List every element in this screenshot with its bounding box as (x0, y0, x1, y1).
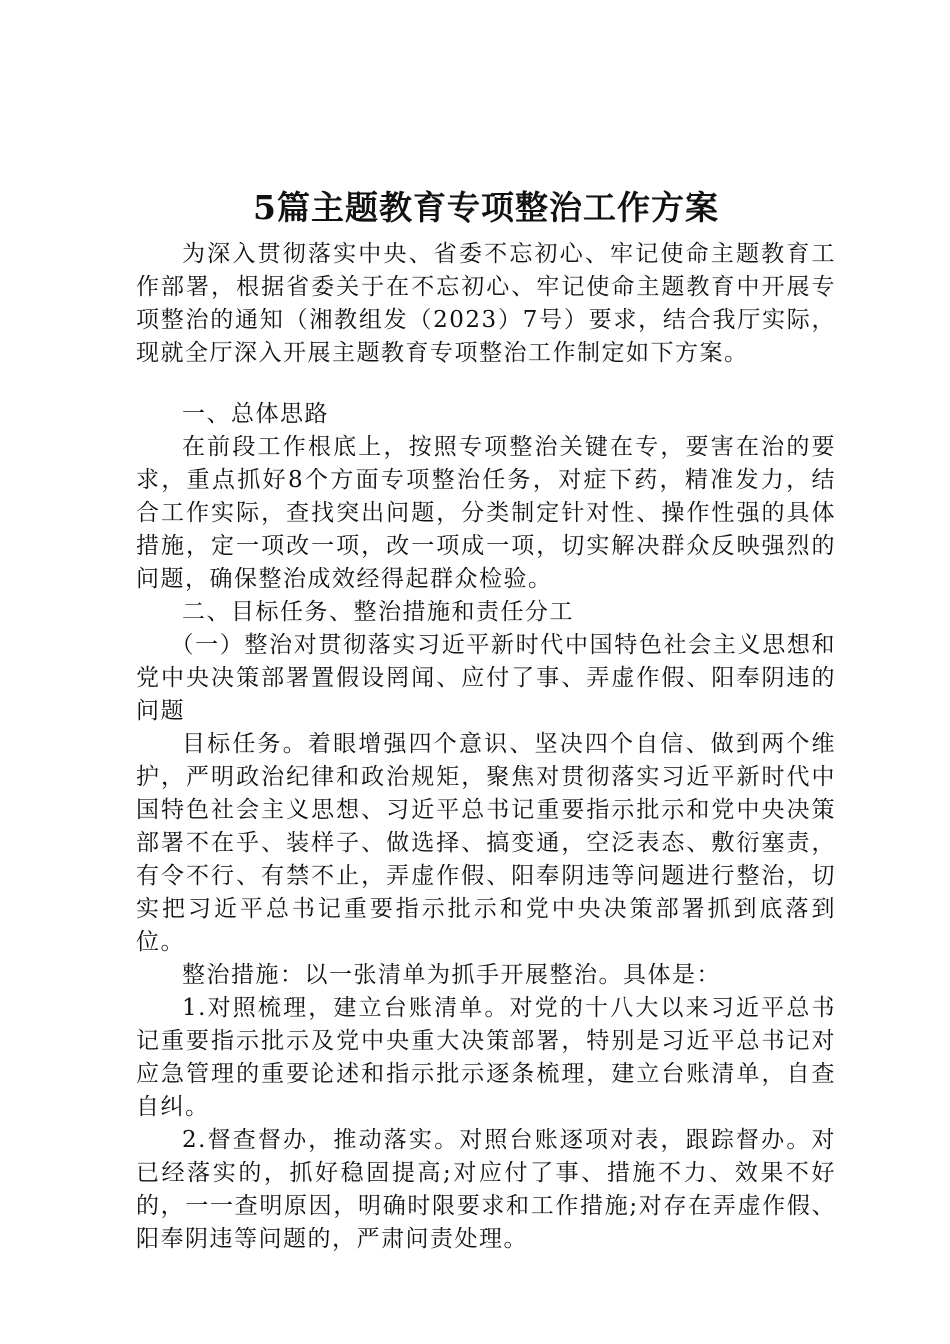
measure-paragraph-2: 2.督查督办，推动落实。对照台账逐项对表，跟踪督办。对已经落实的，抓好稳固提高;对应付了事、措施不力、效果不好的，一一查明原因，明确时限要求和工作措施;对存在弄虚作假、阳奉阴违等问题的，严肃问责处理。 (136, 1127, 836, 1252)
intro-paragraph: 为深入贯彻落实中央、省委不忘初心、牢记使命主题教育工作部署，根据省委关于在不忘初心、牢记使命主题教育中开展专项整治的通知（湘教组发（2023）7号）要求，结合我厅实际，现就全厅深入开展主题教育专项整治工作制定如下方案。 (136, 241, 836, 366)
measure-paragraph-1: 1.对照梳理，建立台账清单。对党的十八大以来习近平总书记重要指示批示及党中央重大决策部署，特别是习近平总书记对应急管理的重要论述和指示批示逐条梳理，建立台账清单，自查自纠。 (136, 995, 836, 1120)
document-title: 5篇主题教育专项整治工作方案 (253, 188, 719, 227)
section-heading-2: 二、目标任务、整治措施和责任分工 (182, 599, 574, 625)
item-goal-paragraph: 目标任务。着眼增强四个意识、坚决四个自信、做到两个维护，严明政治纪律和政治规矩，聚焦对贯彻落实习近平新时代中国特色社会主义思想、习近平总书记重要指示批示和党中央决策部署不在乎、装样子、做选择、搞变通，空泛表态、敷衍塞责，有令不行、有禁不止，弄虚作假、阳奉阴违等问题进行整治，切实把习近平总书记重要指示批示和党中央决策部署抓到底落到位。 (136, 731, 836, 955)
section-heading-1: 一、总体思路 (182, 401, 329, 427)
section-body-1: 在前段工作根底上，按照专项整治关键在专，要害在治的要求，重点抓好8个方面专项整治任务，对症下药，精准发力，结合工作实际，查找突出问题，分类制定针对性、操作性强的具体措施，定一项改一项，改一项成一项，切实解决群众反映强烈的问题，确保整治成效经得起群众检验。 (136, 434, 836, 592)
item-measures-paragraph: 整治措施：以一张清单为抓手开展整治。具体是： (182, 962, 721, 988)
item-heading-1: （一）整治对贯彻落实习近平新时代中国特色社会主义思想和党中央决策部署置假设罔闻、应付了事、弄虚作假、阳奉阴违的问题 (136, 632, 836, 724)
document-page (136, 180, 836, 1256)
